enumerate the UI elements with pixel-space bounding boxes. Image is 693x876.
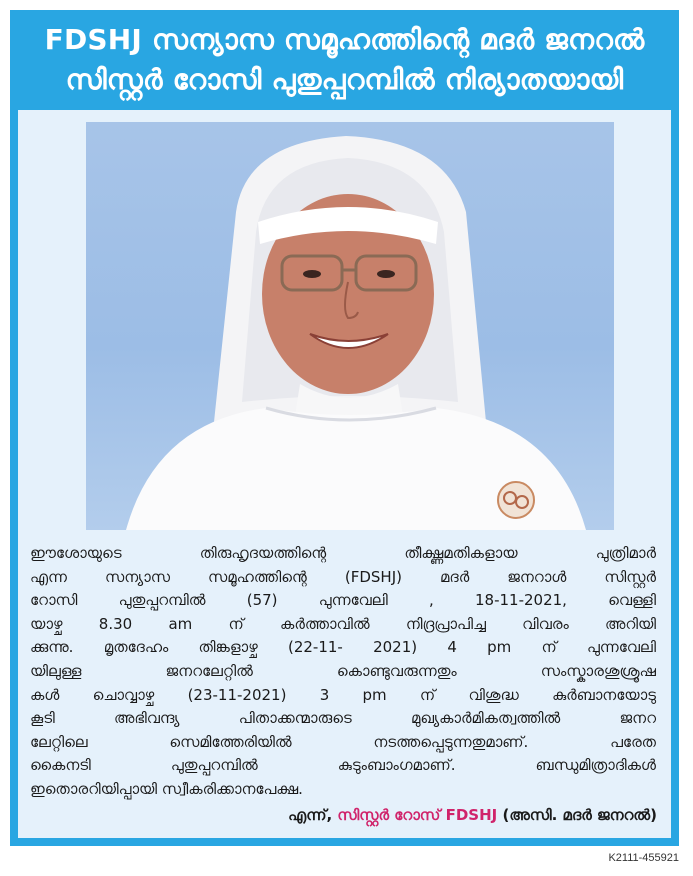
headline-line-2: സിസ്റ്റർ റോസി പുതുപ്പറമ്പിൽ നിര്യാതയായി — [65, 63, 624, 96]
body-line: റോസി പുതുപ്പറമ്പിൽ (57) പുന്നവേലി , 18-11-2021, വെള്ളി — [30, 591, 656, 610]
obituary-notice — [10, 10, 679, 846]
body-line: യിലുള്ള ജനറലേറ്റിൽ കൊണ്ടുവരുന്നതും സംസ്കാരശുശ്രൂഷ — [30, 661, 656, 680]
body-line: ലേറ്റിലെ സെമിത്തേരിയിൽ നടത്തപ്പെടുന്നതുമാണ്. പരേത — [30, 732, 656, 751]
signature — [288, 804, 657, 826]
headline-line-1: FDSHJ സന്യാസ സമൂഹത്തിന്റെ മദർ ജനറൽ — [44, 23, 645, 56]
body-line: കൾ ചൊവ്വാഴ്ച (23-11-2021) 3 pm ന് വിശുദ്ധ കുർബാനയോടു — [30, 685, 656, 704]
headline — [10, 20, 679, 100]
body-line: കൂടി അഭിവന്ദ്യ പിതാക്കന്മാരുടെ മുഖ്യകാർമികത്വത്തിൽ ജനറ — [30, 709, 656, 728]
reference-code: K2111-455921 — [608, 852, 679, 864]
obituary-body — [30, 542, 656, 802]
signature-role: (അസി. മദർ ജനറൽ) — [502, 806, 657, 824]
body-line: എന്ന സന്യാസ സമൂഹത്തിന്റെ (FDSHJ) മദർ ജനറാൾ സിസ്റ്റർ — [30, 567, 656, 586]
portrait-illustration — [86, 122, 614, 530]
body-line: ക്കുന്നു. മൃതദേഹം തിങ്കളാഴ്ച (22-11- 2021) 4 pm ന് പുന്നവേലി — [30, 638, 656, 657]
signature-prefix: എന്ന്, — [288, 806, 333, 824]
portrait-photo — [86, 122, 614, 530]
body-line: കൈനടി പുതുപ്പറമ്പിൽ കുടുംബാംഗമാണ്. ബന്ധുമിത്രാദികൾ — [30, 756, 656, 775]
body-line: ഈശോയുടെ തിരുഹൃദയത്തിന്റെ തീക്ഷ്ണമതികളായ പുത്രിമാർ — [30, 544, 656, 562]
content-panel — [18, 110, 671, 838]
signature-name: സിസ്റ്റർ റോസ് FDSHJ — [337, 806, 498, 824]
body-line: യാഴ്ച 8.30 am ന് കർത്താവിൽ നിദ്രപ്രാപിച്ച വിവരം അറിയി — [30, 614, 656, 633]
body-line: ഇതൊരറിയിപ്പായി സ്വീകരിക്കാനപേക്ഷ. — [30, 779, 303, 798]
